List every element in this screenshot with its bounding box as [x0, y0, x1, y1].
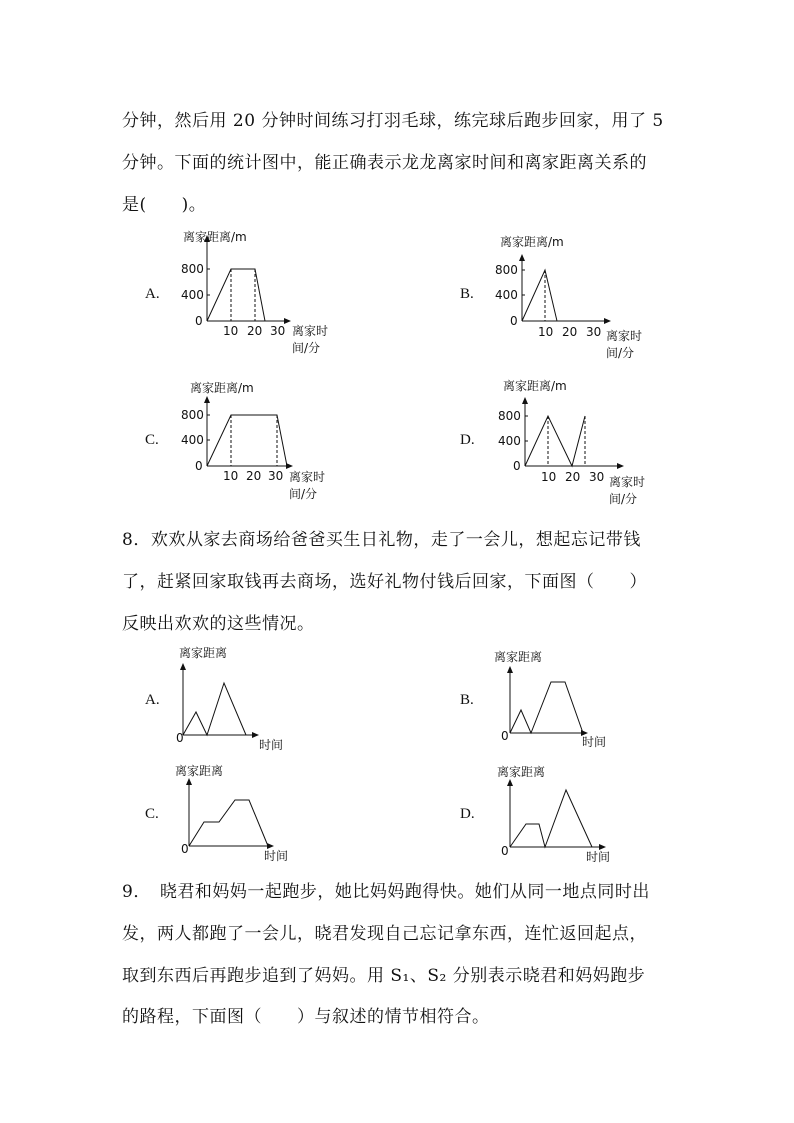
y-axis-label: 离家距离/m — [503, 379, 567, 393]
x-axis-label: 时间 — [259, 738, 284, 752]
q8-option-c[interactable]: C. — [145, 806, 159, 822]
q7-line-1: 分钟，然后用 20 分钟时间练习打羽毛球，练完球后跑步回家，用了 5 — [122, 111, 664, 131]
x-axis-label: 离家时 — [609, 475, 646, 489]
origin-label: 0 — [501, 844, 509, 858]
x-axis-label: 间/分 — [609, 492, 638, 506]
x-axis-label: 离家时 — [292, 324, 329, 338]
x-axis-label: 离家时 — [606, 329, 643, 343]
tick-label: 20 — [247, 324, 263, 338]
x-axis-label: 时间 — [582, 735, 607, 749]
q7-graph-a — [207, 236, 290, 321]
distance-line — [522, 270, 557, 321]
x-axis-label: 间/分 — [606, 346, 635, 360]
q7-line-2: 分钟。下面的统计图中，能正确表示龙龙离家时间和离家距离关系的 — [122, 153, 647, 173]
x-axis-label: 间/分 — [289, 487, 318, 501]
q7-option-c[interactable]: C. — [145, 432, 159, 448]
q8-line-1: 8．欢欢从家去商场给爸爸买生日礼物，走了一会儿，想起忘记带钱 — [122, 530, 641, 550]
q8-graph-d — [510, 780, 605, 847]
tick-label: 800 — [181, 408, 204, 422]
distance-line — [189, 800, 268, 846]
q7-graph-b — [522, 255, 610, 321]
q8-option-d[interactable]: D. — [460, 806, 475, 822]
tick-label: 10 — [223, 469, 239, 483]
tick-label: 30 — [589, 470, 605, 484]
q9-line-4: 的路程，下面图（ ）与叙述的情节相符合。 — [122, 1007, 490, 1027]
y-axis-label: 离家距离/m — [183, 230, 247, 244]
distance-line — [207, 415, 287, 466]
y-axis-label: 离家距离 — [494, 650, 543, 664]
tick-label: 0 — [195, 314, 203, 328]
tick-label: 30 — [270, 324, 286, 338]
tick-label: 20 — [565, 470, 581, 484]
q8-option-b[interactable]: B. — [460, 692, 474, 708]
tick-label: 10 — [541, 470, 557, 484]
x-axis-label: 时间 — [586, 850, 611, 864]
tick-label: 20 — [246, 469, 262, 483]
tick-label: 400 — [498, 434, 521, 448]
q8-line-2: 了，赶紧回家取钱再去商场，选好礼物付钱后回家，下面图（ ） — [122, 572, 647, 592]
tick-label: 30 — [586, 325, 602, 339]
tick-label: 0 — [513, 459, 521, 473]
tick-label: 10 — [223, 324, 239, 338]
q7-line-3: 是( )。 — [122, 195, 207, 215]
y-axis-label: 离家距离/m — [500, 235, 564, 249]
distance-line — [183, 683, 246, 735]
q7-graph-d — [525, 398, 623, 466]
x-axis-label: 离家时 — [289, 470, 326, 484]
x-axis-label: 间/分 — [292, 341, 321, 355]
q9-line-1: 9． 晓君和妈妈一起跑步，她比妈妈跑得快。她们从同一地点同时出 — [122, 882, 650, 902]
q9-line-2: 发，两人都跑了一会儿，晓君发现自己忘记拿东西，连忙返回起点， — [122, 924, 647, 944]
q9-line-3: 取到东西后再跑步追到了妈妈。用 S₁、S₂ 分别表示晓君和妈妈跑步 — [122, 966, 646, 986]
q8-option-a[interactable]: A. — [145, 692, 160, 708]
y-axis-label: 离家距离 — [497, 765, 546, 779]
q8-graph-b — [510, 667, 587, 733]
q7-option-b[interactable]: B. — [460, 286, 474, 302]
q7-graph-c — [207, 397, 292, 466]
tick-label: 800 — [495, 263, 518, 277]
origin-label: 0 — [501, 729, 509, 743]
tick-label: 0 — [195, 459, 203, 473]
origin-label: 0 — [181, 842, 189, 856]
distance-line — [510, 682, 583, 733]
distance-line — [510, 790, 592, 847]
q8-graph-c — [189, 779, 273, 846]
tick-label: 30 — [268, 469, 284, 483]
tick-label: 800 — [498, 409, 521, 423]
x-axis-label: 时间 — [264, 849, 289, 863]
y-axis-label: 离家距离 — [179, 646, 228, 660]
q8-graph-a — [183, 664, 258, 735]
tick-label: 10 — [538, 325, 554, 339]
tick-label: 400 — [495, 288, 518, 302]
tick-label: 400 — [181, 433, 204, 447]
distance-line — [525, 416, 585, 466]
tick-label: 400 — [181, 288, 204, 302]
y-axis-label: 离家距离 — [175, 764, 224, 778]
tick-label: 0 — [510, 314, 518, 328]
y-axis-label: 离家距离/m — [190, 381, 254, 395]
tick-label: 800 — [181, 262, 204, 276]
origin-label: 0 — [176, 731, 184, 745]
tick-label: 20 — [562, 325, 578, 339]
q7-option-d[interactable]: D. — [460, 432, 475, 448]
q7-option-a[interactable]: A. — [145, 286, 160, 302]
distance-line — [207, 269, 265, 321]
q8-line-3: 反映出欢欢的这些情况。 — [122, 614, 315, 634]
